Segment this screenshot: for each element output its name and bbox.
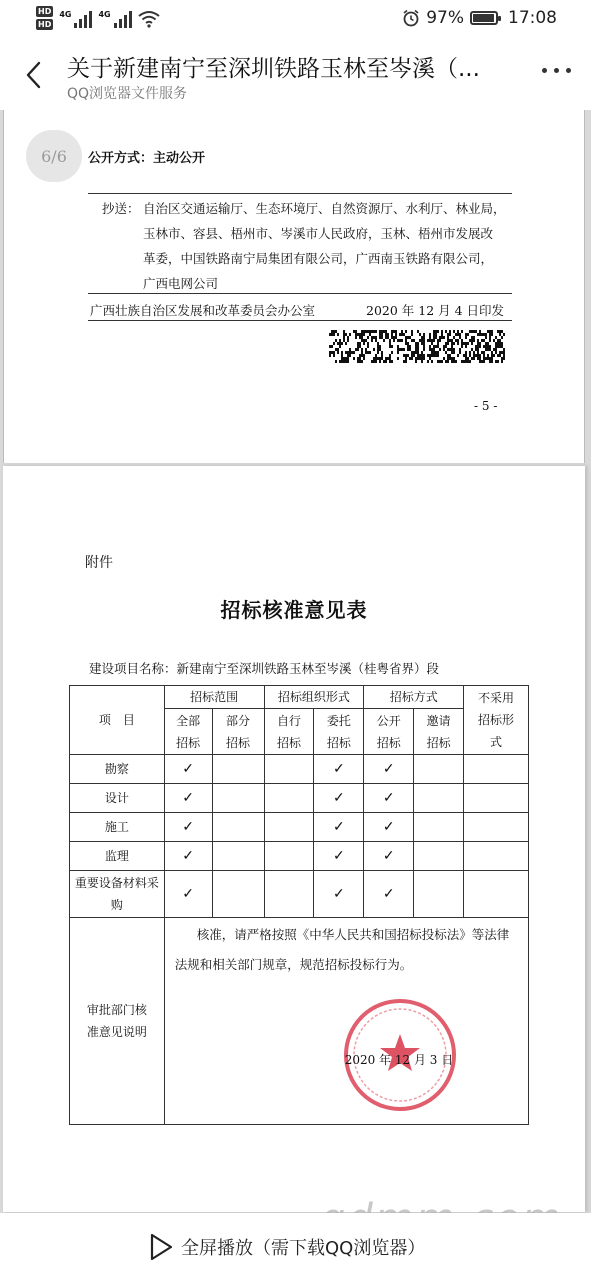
header-method-open: 公开招标 [364, 709, 414, 755]
table-row [70, 813, 529, 842]
empty-cell [212, 755, 264, 784]
check-mark: ✓ [314, 871, 364, 918]
empty-cell [414, 755, 464, 784]
play-icon[interactable] [148, 1232, 174, 1262]
clock-time: 17:08 [508, 8, 557, 28]
cc-label: 抄送： [102, 201, 140, 216]
empty-cell [464, 813, 529, 842]
empty-cell [212, 871, 264, 918]
attachment-label: 附件 [85, 555, 113, 571]
divider-line [88, 293, 512, 294]
cc-line-2: 玉林市、容县、梧州市、岑溪市人民政府，玉林、梧州市发展改 [143, 226, 494, 241]
check-mark: ✓ [314, 842, 364, 871]
empty-cell [464, 871, 529, 918]
row-label: 施工 [70, 813, 165, 842]
cc-line-4: 广西电网公司 [143, 276, 219, 291]
divider-line [88, 320, 512, 321]
table-row [70, 842, 529, 871]
empty-cell [414, 813, 464, 842]
opinion-cell [164, 918, 528, 1125]
fullscreen-play-button[interactable]: 全屏播放（需下载QQ浏览器） [181, 1238, 426, 1259]
check-mark: ✓ [164, 842, 212, 871]
check-mark: ✓ [164, 784, 212, 813]
network-type-label: 4G [59, 10, 72, 19]
empty-cell [212, 784, 264, 813]
document-page-5 [3, 110, 585, 463]
header-org-self: 自行招标 [264, 709, 314, 755]
bottom-bar[interactable] [0, 1213, 591, 1280]
hd-badge-1: HD [38, 7, 52, 16]
header-method-invite: 邀请招标 [414, 709, 464, 755]
check-mark: ✓ [364, 813, 414, 842]
header-scope-all: 全部招标 [164, 709, 212, 755]
check-mark: ✓ [164, 813, 212, 842]
issue-date: 2020 年 12 月 4 日印发 [366, 303, 505, 318]
cc-line-3: 革委，中国铁路南宁局集团有限公司，广西南玉铁路有限公司， [143, 251, 494, 266]
row-label: 监理 [70, 842, 165, 871]
hd-badge-2: HD [38, 20, 52, 29]
row-label: 重要设备材料采购 [70, 871, 165, 918]
battery-percent: 97% [426, 8, 464, 28]
opinion-date: 2020 年 12 月 3 日 [344, 1053, 454, 1067]
check-mark: ✓ [164, 871, 212, 918]
header-method: 招标方式 [364, 686, 464, 709]
check-mark: ✓ [164, 755, 212, 784]
empty-cell [464, 842, 529, 871]
row-label: 勘察 [70, 755, 165, 784]
empty-cell [264, 784, 314, 813]
empty-cell [264, 813, 314, 842]
approval-form-table [69, 685, 529, 1125]
alarm-icon [402, 9, 420, 27]
empty-cell [414, 842, 464, 871]
barcode-image [329, 330, 505, 363]
check-mark: ✓ [364, 755, 414, 784]
empty-cell [264, 755, 314, 784]
table-row [70, 755, 529, 784]
header-org-entrust: 委托招标 [314, 709, 364, 755]
wifi-icon [138, 10, 160, 28]
disclosure-method: 公开方式：主动公开 [88, 151, 206, 166]
network-type-label-2: 4G [98, 10, 111, 19]
header-scope-part: 部分招标 [212, 709, 264, 755]
header-scope: 招标范围 [164, 686, 264, 709]
more-options-icon[interactable] [542, 68, 571, 73]
row-label: 设计 [70, 784, 165, 813]
cc-line-1: 自治区交通运输厅、生态环境厅、自然资源厅、水利厅、林业局， [143, 201, 506, 216]
battery-icon [470, 11, 498, 25]
hd-badges [36, 6, 53, 32]
cell-signal-icon [59, 10, 92, 28]
empty-cell [464, 784, 529, 813]
opinion-line-1: 核准，请严格按照《中华人民共和国招标投标法》等法律 [196, 927, 510, 942]
title-bar [0, 40, 591, 110]
page-title: 关于新建南宁至深圳铁路玉林至岑溪（... [67, 56, 480, 82]
status-bar [0, 0, 591, 40]
opinion-line-2: 法规和相关部门规章，规范招标投标行为。 [174, 957, 413, 972]
divider-line [88, 193, 512, 194]
check-mark: ✓ [364, 784, 414, 813]
empty-cell [212, 813, 264, 842]
page-subtitle: QQ浏览器文件服务 [67, 86, 188, 102]
check-mark: ✓ [314, 784, 364, 813]
empty-cell [414, 784, 464, 813]
header-no-bid: 不采用招标形式 [464, 686, 529, 755]
header-org-form: 招标组织形式 [264, 686, 364, 709]
check-mark: ✓ [314, 813, 364, 842]
header-item: 项 目 [70, 686, 165, 755]
empty-cell [264, 871, 314, 918]
form-title: 招标核准意见表 [220, 598, 368, 622]
back-arrow-icon[interactable] [22, 60, 48, 90]
page-counter-badge: 6/6 [26, 130, 82, 182]
empty-cell [414, 871, 464, 918]
issuing-office: 广西壮族自治区发展和改革委员会办公室 [90, 303, 316, 318]
page-number: - 5 - [474, 399, 498, 413]
empty-cell [264, 842, 314, 871]
table-row [70, 871, 529, 918]
check-mark: ✓ [364, 871, 414, 918]
document-page-6 [3, 466, 585, 1212]
cell-signal-icon-2 [98, 10, 131, 28]
empty-cell [212, 842, 264, 871]
check-mark: ✓ [364, 842, 414, 871]
empty-cell [464, 755, 529, 784]
check-mark: ✓ [314, 755, 364, 784]
project-name: 建设项目名称：新建南宁至深圳铁路玉林至岑溪（桂粤省界）段 [89, 661, 440, 676]
status-right-icons [402, 8, 557, 28]
opinion-label: 审批部门核准意见说明 [70, 918, 165, 1125]
table-row [70, 784, 529, 813]
status-left-icons [36, 6, 160, 32]
